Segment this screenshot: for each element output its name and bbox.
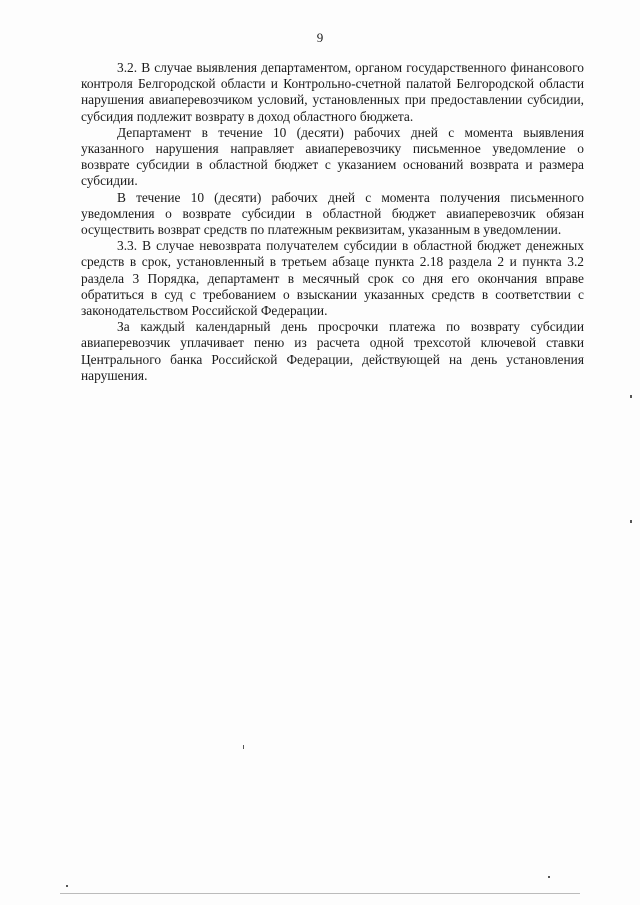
scan-edge-line — [60, 893, 580, 894]
scan-speck — [630, 520, 632, 523]
scan-speck — [548, 876, 550, 878]
scan-speck — [243, 745, 244, 749]
paragraph-3-2: 3.2. В случае выявления департаментом, органом государственного финансового контроля Белгородской области и Контрольно-счетной палатой Белгородской области нарушения авиаперевозчиком условий, установленных при предоставлении субсидии, субсидия подлежит возврату в доход областного бюджета. — [81, 60, 584, 124]
page-number: 9 — [316, 30, 324, 45]
document-body — [81, 60, 584, 384]
paragraph-notification: Департамент в течение 10 (десяти) рабочих дней с момента выявления указанного нарушения направляет авиаперевозчику письменное уведомление о возврате субсидии в областной бюджет с указанием оснований возврата и размера субсидии. — [81, 124, 584, 189]
paragraph-3-3: 3.3. В случае невозврата получателем субсидии в областной бюджет денежных средств в срок, установленный в третьем абзаце пункта 2.18 раздела 2 и пункта 3.2 раздела 3 Порядка, департамент в месячный срок со дня его окончания вправе обратиться в суд с требованием о взыскании указанных средств в соответствии с законодательством Российской Федерации. — [81, 238, 584, 319]
paragraph-penalty: За каждый календарный день просрочки платежа по возврату субсидии авиаперевозчик уплачивает пеню из расчета одной трехсотой ключевой ставки Центрального банка Российской Федерации, действующей на день установления нарушения. — [81, 319, 584, 383]
scan-speck — [66, 885, 68, 887]
paragraph-return-term: В течение 10 (десяти) рабочих дней с момента получения письменного уведомления о возврате субсидии в областной бюджет авиаперевозчик обязан осуществить возврат средств по платежным реквизитам, указанным в уведомлении. — [81, 189, 584, 238]
scan-speck — [630, 395, 632, 398]
